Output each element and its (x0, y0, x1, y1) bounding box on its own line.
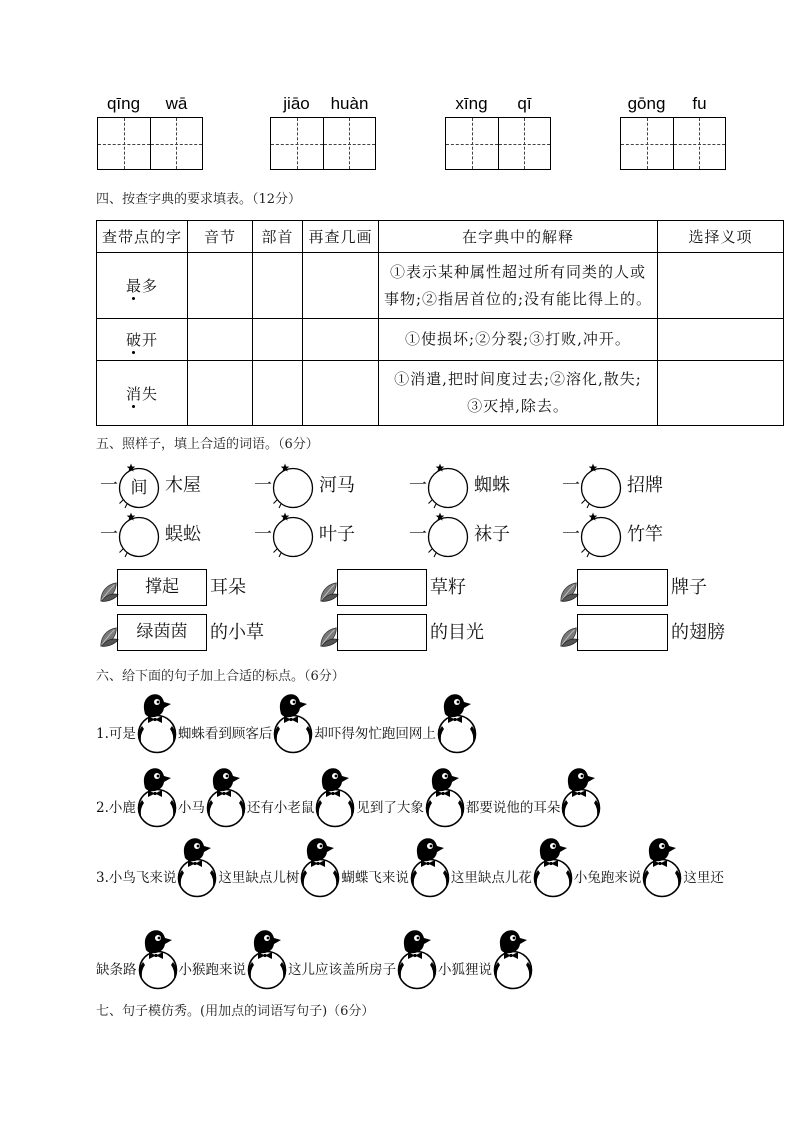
measure-prefix: 一 (100, 524, 118, 545)
measure-word-item (409, 512, 510, 558)
circle-icon (426, 463, 470, 509)
penguin-icon[interactable] (424, 766, 466, 828)
measure-word-item (254, 463, 355, 509)
leaf-icon (99, 580, 119, 604)
pinyin-syllable: gōng (627, 94, 666, 113)
word-cell (97, 253, 188, 319)
strokes-blank[interactable] (303, 319, 379, 361)
word-rest: 失 (142, 384, 159, 403)
adjective-item (99, 569, 246, 606)
tianzige-boxes (270, 117, 376, 170)
word-rest: 开 (142, 331, 159, 349)
penguin-icon[interactable] (205, 766, 247, 828)
answer-box[interactable]: 撑起 (117, 569, 207, 606)
answer-box[interactable] (337, 614, 427, 651)
penguin-icon[interactable] (436, 692, 478, 754)
syllable-blank[interactable] (188, 361, 253, 426)
dotted-char: 破 (125, 331, 142, 349)
measure-noun: 招牌 (627, 475, 663, 496)
sentence-segment: 都要说他的耳朵 (465, 800, 561, 816)
measure-noun: 木屋 (165, 475, 201, 496)
pinyin-group (270, 94, 376, 170)
sentence-segment: 蜘蛛看到顾客后 (177, 726, 273, 742)
box-suffix: 的小草 (210, 621, 264, 643)
measure-prefix: 一 (409, 524, 427, 545)
pinyin-row (445, 94, 551, 117)
word-cell (97, 361, 188, 426)
table-header-row (97, 221, 784, 253)
word-rest: 多 (142, 277, 159, 295)
penguin-icon[interactable] (272, 692, 314, 754)
sentence-segment: 小马 (177, 800, 205, 816)
measure-word-item (409, 463, 510, 509)
measure-answer-circle[interactable] (271, 512, 315, 558)
penguin-icon[interactable] (137, 928, 179, 990)
penguin-icon[interactable] (246, 928, 288, 990)
circle-icon (579, 463, 623, 509)
section-4-heading: 四、按查字典的要求填表。（12分） (96, 192, 302, 207)
col-header-explanation: 在字典中的解释 (379, 221, 658, 253)
penguin-icon[interactable] (396, 928, 438, 990)
measure-answer: 间 (130, 478, 148, 498)
measure-prefix: 一 (254, 524, 272, 545)
circle-icon (579, 512, 623, 558)
box-suffix: 牌子 (671, 576, 707, 598)
sentence-segment: 蝴蝶飞来说 (341, 870, 409, 886)
measure-word-item (562, 463, 663, 509)
explanation-cell (379, 319, 658, 361)
pinyin-syllable: jiāo (283, 94, 310, 113)
radical-blank[interactable] (253, 361, 303, 426)
penguin-icon[interactable] (136, 692, 178, 754)
measure-word-item (562, 512, 663, 558)
measure-noun: 蜘蛛 (474, 475, 510, 496)
sentence-segment: 3.小鸟飞来说 (96, 870, 177, 886)
measure-prefix: 一 (254, 475, 272, 496)
explanation-line: ①消遣,把时间度过去;②溶化,散失; (394, 370, 642, 388)
measure-noun: 蜈蚣 (165, 524, 201, 545)
choice-blank[interactable] (658, 319, 784, 361)
measure-prefix: 一 (562, 524, 580, 545)
choice-blank[interactable] (658, 361, 784, 426)
measure-noun: 河马 (319, 475, 355, 496)
dictionary-table (96, 220, 784, 426)
sentence-segment: 这里还 (683, 870, 724, 886)
box-suffix: 的翅膀 (671, 621, 725, 643)
word-cell (97, 319, 188, 361)
adjective-item (319, 569, 466, 606)
choice-blank[interactable] (658, 253, 784, 319)
tianzige-cell[interactable] (150, 118, 203, 169)
radical-blank[interactable] (253, 319, 303, 361)
sentence-segment: 却吓得匆忙跑回网上 (314, 726, 436, 742)
section-7-heading: 七、句子模仿秀。(用加点的词语写句子)（6分） (96, 1004, 375, 1019)
section-6-heading: 六、给下面的句子加上合适的标点。（6分） (96, 669, 345, 684)
leaf-icon (559, 625, 579, 649)
penguin-icon[interactable] (641, 836, 683, 898)
circle-icon (271, 463, 315, 509)
measure-noun: 袜子 (474, 524, 510, 545)
measure-prefix: 一 (100, 475, 118, 496)
measure-word-item (100, 463, 201, 509)
pinyin-syllable: xīng (455, 94, 488, 113)
pinyin-row (97, 94, 203, 117)
pinyin-row (620, 94, 726, 117)
tianzige-cell[interactable] (271, 118, 323, 169)
measure-word-item (254, 512, 355, 558)
measure-answer-circle[interactable] (117, 512, 161, 558)
penguin-icon[interactable] (492, 928, 534, 990)
col-header-radical: 部首 (253, 221, 303, 253)
leaf-icon (319, 625, 339, 649)
strokes-blank[interactable] (303, 253, 379, 319)
radical-blank[interactable] (253, 253, 303, 319)
col-header-syllable: 音节 (188, 221, 253, 253)
circle-icon (271, 512, 315, 558)
sentence-segment: 还有小老鼠 (246, 800, 315, 816)
penguin-icon[interactable] (314, 766, 356, 828)
syllable-blank[interactable] (188, 319, 253, 361)
leaf-icon (319, 580, 339, 604)
adjective-item (319, 614, 484, 651)
measure-word-item (100, 512, 201, 558)
penguin-icon[interactable] (532, 836, 574, 898)
circle-icon (117, 512, 161, 558)
section-5-heading: 五、照样子，填上合适的词语。（6分） (96, 437, 319, 452)
penguin-icon[interactable] (136, 766, 178, 828)
penguin-icon[interactable] (176, 836, 218, 898)
penguin-icon[interactable] (299, 836, 341, 898)
measure-answer-circle[interactable] (426, 512, 470, 558)
sentence-segment: 小狐狸说 (438, 962, 492, 978)
circle-icon (426, 512, 470, 558)
punctuation-sentence (96, 928, 534, 990)
measure-answer-circle[interactable] (426, 463, 470, 509)
tianzige-cell[interactable] (98, 118, 150, 169)
dotted-char: 最 (125, 277, 142, 295)
adjective-item (559, 614, 725, 651)
col-header-strokes: 再查几画 (303, 221, 379, 253)
answer-box[interactable] (577, 614, 668, 651)
pinyin-syllable: wā (165, 94, 188, 113)
penguin-icon[interactable] (560, 766, 602, 828)
adjective-item (559, 569, 707, 606)
sentence-segment: 这里缺点儿树 (218, 870, 300, 886)
pinyin-group (97, 94, 203, 170)
col-header-word: 查带点的字 (97, 221, 188, 253)
explanation-line: 事物;②指居首位的;没有能比得上的。 (383, 289, 653, 308)
tianzige-boxes (620, 117, 726, 170)
table-row (97, 361, 784, 426)
tianzige-boxes (97, 117, 203, 170)
measure-answer-circle[interactable] (579, 463, 623, 509)
explanation-line: ①使损坏;②分裂;③打败,冲开。 (405, 330, 631, 348)
tianzige-cell[interactable] (498, 118, 551, 169)
penguin-icon[interactable] (409, 836, 451, 898)
pinyin-syllable: huàn (330, 94, 369, 113)
pinyin-group (620, 94, 726, 170)
pinyin-group (445, 94, 551, 170)
measure-answer-circle[interactable] (117, 463, 161, 509)
answer-box[interactable]: 绿茵茵 (117, 614, 207, 651)
sentence-segment: 小猴跑来说 (178, 962, 246, 978)
sentence-segment: 1.可是 (96, 726, 136, 742)
measure-noun: 竹竿 (627, 524, 663, 545)
sentence-segment: 见到了大象 (356, 800, 424, 816)
pinyin-row (270, 94, 376, 117)
box-suffix: 的目光 (430, 621, 484, 643)
measure-answer-circle[interactable] (579, 512, 623, 558)
answer-box[interactable] (577, 569, 668, 606)
tianzige-cell[interactable] (323, 118, 376, 169)
punctuation-sentence (96, 836, 724, 898)
measure-answer-circle[interactable] (271, 463, 315, 509)
adjective-item (99, 614, 264, 651)
leaf-icon (559, 580, 579, 604)
pinyin-syllable: qīng (106, 94, 141, 113)
punctuation-sentence (96, 766, 602, 828)
explanation-cell (379, 253, 658, 319)
tianzige-cell[interactable] (621, 118, 673, 169)
sentence-segment: 缺条路 (96, 962, 137, 978)
tianzige-cell[interactable] (673, 118, 726, 169)
measure-noun: 叶子 (319, 524, 355, 545)
box-suffix: 草籽 (430, 576, 466, 598)
sentence-segment: 这儿应该盖所房子 (288, 962, 396, 978)
measure-prefix: 一 (562, 475, 580, 496)
tianzige-cell[interactable] (446, 118, 498, 169)
explanation-line: ③灭掉,除去。 (467, 397, 569, 415)
col-header-choice: 选择义项 (658, 221, 784, 253)
table-row (97, 319, 784, 361)
strokes-blank[interactable] (303, 361, 379, 426)
punctuation-sentence (96, 692, 478, 754)
explanation-line: ①表示某种属性超过所有同类的人或 (389, 262, 646, 281)
measure-prefix: 一 (409, 475, 427, 496)
sentence-segment: 这里缺点儿花 (450, 870, 532, 886)
pinyin-syllable: qī (517, 94, 532, 113)
leaf-icon (99, 625, 119, 649)
sentence-segment: 2.小鹿 (96, 800, 136, 816)
explanation-cell (379, 361, 658, 426)
sentence-segment: 小兔跑来说 (573, 870, 642, 886)
answer-box[interactable] (337, 569, 427, 606)
table-row (97, 253, 784, 319)
tianzige-boxes (445, 117, 551, 170)
box-suffix: 耳朵 (210, 576, 246, 598)
pinyin-syllable: fu (692, 94, 707, 113)
dotted-char: 消 (125, 384, 142, 403)
syllable-blank[interactable] (188, 253, 253, 319)
